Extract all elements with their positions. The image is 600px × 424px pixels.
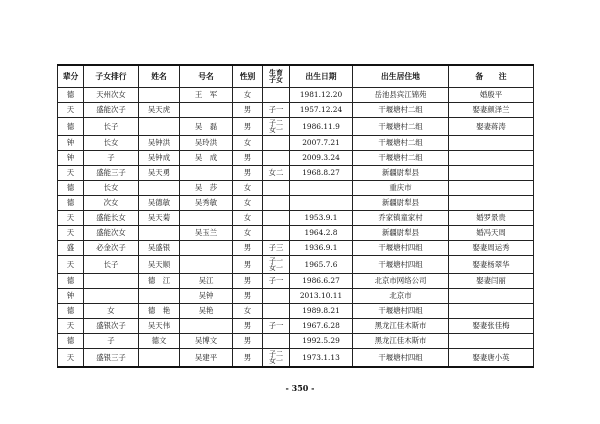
cell-children: 子三 (263, 241, 290, 256)
cell-birth-date: 1992.5.29 (290, 334, 353, 349)
cell-children (263, 181, 290, 196)
cell-generation: 德 (58, 274, 84, 289)
cell-remarks: 娶妻颜泽兰 (449, 103, 534, 118)
children-stack: 子二 女一 (269, 349, 283, 365)
cell-residence: 干堰塘村四组 (353, 349, 449, 368)
cell-generation: 德 (58, 304, 84, 319)
cell-children: 子一 (263, 274, 290, 289)
cell-birth-date: 1964.2.8 (290, 226, 353, 241)
header-generation: 辈分 (58, 65, 84, 88)
cell-birth-date (290, 181, 353, 196)
cell-gender: 男 (233, 319, 263, 334)
cell-residence: 干堰塘村二组 (353, 103, 449, 118)
cell-children (263, 88, 290, 103)
cell-gender: 男 (233, 289, 263, 304)
cell-generation: 天 (58, 103, 84, 118)
cell-name: 吴天顺 (139, 256, 180, 274)
cell-alias (180, 103, 233, 118)
cell-remarks: 娶妻张佳梅 (449, 319, 534, 334)
cell-gender: 男 (233, 103, 263, 118)
table-header-row (58, 65, 534, 88)
cell-residence: 干堰塘村四组 (353, 241, 449, 256)
cell-generation: 天 (58, 349, 84, 368)
cell-children (263, 151, 290, 166)
header-residence: 出生居住地 (353, 65, 449, 88)
cell-generation: 天 (58, 256, 84, 274)
cell-gender: 男 (233, 349, 263, 368)
cell-children: 子一 (263, 103, 290, 118)
cell-name: 吴德敏 (139, 196, 180, 211)
cell-residence: 北京市网络公司 (353, 274, 449, 289)
cell-children (263, 211, 290, 226)
table-row (58, 319, 534, 334)
cell-gender: 女 (233, 88, 263, 103)
cell-birth-date: 1986.6.27 (290, 274, 353, 289)
cell-remarks: 娶妻周运秀 (449, 241, 534, 256)
cell-remarks (449, 196, 534, 211)
cell-remarks (449, 181, 534, 196)
cell-remarks: 娶妻闫丽 (449, 274, 534, 289)
header-birth-order: 子女排行 (84, 65, 139, 88)
cell-gender: 女 (233, 211, 263, 226)
cell-residence: 重庆市 (353, 181, 449, 196)
cell-name: 吴盛银 (139, 241, 180, 256)
cell-birth-order: 盛银三子 (84, 349, 139, 368)
cell-residence: 干堰塘村四组 (353, 256, 449, 274)
cell-alias: 吴 成 (180, 151, 233, 166)
cell-gender: 男 (233, 274, 263, 289)
cell-children (263, 118, 290, 136)
cell-name: 德文 (139, 334, 180, 349)
cell-residence: 黑龙江佳木斯市 (353, 319, 449, 334)
cell-name: 吴天菊 (139, 211, 180, 226)
cell-remarks (449, 289, 534, 304)
cell-birth-date (290, 196, 353, 211)
cell-name: 吴天勇 (139, 166, 180, 181)
table-row (58, 226, 534, 241)
table-row (58, 166, 534, 181)
cell-remarks: 娶妻蒋涛 (449, 118, 534, 136)
cell-birth-date: 1957.12.24 (290, 103, 353, 118)
cell-generation: 盛 (58, 241, 84, 256)
cell-children: 子一 (263, 319, 290, 334)
cell-name (139, 118, 180, 136)
cell-children (263, 334, 290, 349)
cell-birth-order (84, 289, 139, 304)
cell-alias (180, 319, 233, 334)
cell-generation: 天 (58, 226, 84, 241)
cell-alias: 吴玉兰 (180, 226, 233, 241)
cell-children: 女二 (263, 166, 290, 181)
cell-alias: 王 军 (180, 88, 233, 103)
cell-generation: 钟 (58, 136, 84, 151)
cell-birth-order: 天州次女 (84, 88, 139, 103)
cell-alias: 吴玲洪 (180, 136, 233, 151)
cell-alias: 吴钟 (180, 289, 233, 304)
cell-birth-order: 长子 (84, 256, 139, 274)
table-row (58, 211, 534, 226)
header-gender: 性别 (233, 65, 263, 88)
cell-birth-order: 长女 (84, 181, 139, 196)
cell-gender: 男 (233, 241, 263, 256)
cell-birth-date: 2007.7.21 (290, 136, 353, 151)
cell-residence: 新疆尉犁县 (353, 226, 449, 241)
cell-alias: 吴 磊 (180, 118, 233, 136)
header-name: 姓名 (139, 65, 180, 88)
table-row (58, 274, 534, 289)
cell-residence: 干堰塘村二组 (353, 118, 449, 136)
cell-birth-date: 1989.8.21 (290, 304, 353, 319)
cell-gender: 女 (233, 196, 263, 211)
header-children-label: 生育子女 (269, 68, 283, 84)
table-row (58, 304, 534, 319)
header-alias: 号名 (180, 65, 233, 88)
cell-name: 吴天虎 (139, 103, 180, 118)
cell-name (139, 88, 180, 103)
table-row (58, 88, 534, 103)
cell-children (263, 349, 290, 368)
cell-gender: 男 (233, 334, 263, 349)
cell-name (139, 349, 180, 368)
cell-birth-date: 1953.9.1 (290, 211, 353, 226)
cell-children (263, 226, 290, 241)
cell-name (139, 181, 180, 196)
table-row (58, 256, 534, 274)
cell-name (139, 226, 180, 241)
cell-birth-order: 盛能长女 (84, 211, 139, 226)
table-row (58, 136, 534, 151)
cell-generation: 德 (58, 196, 84, 211)
cell-generation: 天 (58, 166, 84, 181)
cell-alias: 吴艳 (180, 304, 233, 319)
cell-remarks: 娶妻杨翠华 (449, 256, 534, 274)
table-row (58, 334, 534, 349)
cell-children (263, 304, 290, 319)
cell-gender: 男 (233, 118, 263, 136)
cell-residence: 北京市 (353, 289, 449, 304)
cell-birth-date: 1986.11.9 (290, 118, 353, 136)
table-row (58, 118, 534, 136)
cell-children (263, 256, 290, 274)
cell-gender: 女 (233, 136, 263, 151)
cell-remarks (449, 136, 534, 151)
cell-birth-order: 盛能次子 (84, 103, 139, 118)
cell-remarks: 婚殷平 (449, 88, 534, 103)
cell-alias: 吴博文 (180, 334, 233, 349)
cell-name: 吴天伟 (139, 319, 180, 334)
cell-birth-order: 女 (84, 304, 139, 319)
cell-generation: 德 (58, 181, 84, 196)
cell-birth-date: 1968.8.27 (290, 166, 353, 181)
table-row (58, 196, 534, 211)
cell-residence: 干堰塘村四组 (353, 304, 449, 319)
header-children (263, 65, 290, 88)
cell-birth-order: 盛能三子 (84, 166, 139, 181)
cell-alias: 吴建平 (180, 349, 233, 368)
cell-children (263, 136, 290, 151)
cell-birth-date: 2013.10.11 (290, 289, 353, 304)
children-stack: 子一 女一 (269, 256, 283, 272)
table-row (58, 289, 534, 304)
cell-alias: 吴 莎 (180, 181, 233, 196)
cell-residence: 乔家镇童家村 (353, 211, 449, 226)
cell-gender: 女 (233, 304, 263, 319)
cell-remarks: 婚罗景贵 (449, 211, 534, 226)
table-row (58, 241, 534, 256)
cell-remarks (449, 304, 534, 319)
cell-birth-order: 次女 (84, 196, 139, 211)
cell-birth-order: 盛银次子 (84, 319, 139, 334)
header-remarks: 备 注 (449, 65, 534, 88)
cell-birth-order: 必金次子 (84, 241, 139, 256)
cell-generation: 天 (58, 211, 84, 226)
cell-children (263, 196, 290, 211)
cell-gender: 男 (233, 166, 263, 181)
cell-birth-order (84, 274, 139, 289)
cell-alias (180, 211, 233, 226)
cell-remarks (449, 334, 534, 349)
page-number: - 350 - (285, 383, 315, 393)
cell-generation: 德 (58, 88, 84, 103)
children-stack: 子二 女一 (269, 118, 283, 134)
cell-birth-order: 盛能次女 (84, 226, 139, 241)
cell-remarks (449, 166, 534, 181)
header-birth-date: 出生日期 (290, 65, 353, 88)
cell-birth-date: 1936.9.1 (290, 241, 353, 256)
cell-birth-order: 长女 (84, 136, 139, 151)
cell-residence: 岳池县宾江锦苑 (353, 88, 449, 103)
cell-alias: 吴江 (180, 274, 233, 289)
cell-residence: 黑龙江佳木斯市 (353, 334, 449, 349)
cell-remarks: 娶妻唐小英 (449, 349, 534, 368)
cell-birth-order: 子 (84, 151, 139, 166)
cell-birth-order: 长子 (84, 118, 139, 136)
cell-remarks (449, 151, 534, 166)
cell-gender: 男 (233, 151, 263, 166)
cell-birth-order: 子 (84, 334, 139, 349)
cell-name: 德 艳 (139, 304, 180, 319)
table-row (58, 349, 534, 368)
cell-birth-date: 2009.3.24 (290, 151, 353, 166)
cell-birth-date: 1981.12.20 (290, 88, 353, 103)
cell-generation: 天 (58, 319, 84, 334)
cell-residence: 干堰塘村二组 (353, 151, 449, 166)
cell-birth-date: 1967.6.28 (290, 319, 353, 334)
table-row (58, 103, 534, 118)
genealogy-table (57, 64, 534, 368)
cell-gender: 男 (233, 256, 263, 274)
cell-alias: 吴秀敏 (180, 196, 233, 211)
cell-name (139, 289, 180, 304)
cell-alias (180, 166, 233, 181)
cell-generation: 钟 (58, 289, 84, 304)
cell-alias (180, 256, 233, 274)
cell-name: 吴钟洪 (139, 136, 180, 151)
cell-alias (180, 241, 233, 256)
cell-children (263, 289, 290, 304)
table-row (58, 181, 534, 196)
cell-birth-date: 1973.1.13 (290, 349, 353, 368)
cell-gender: 女 (233, 181, 263, 196)
cell-generation: 钟 (58, 151, 84, 166)
cell-birth-date: 1965.7.6 (290, 256, 353, 274)
cell-name: 吴钟成 (139, 151, 180, 166)
cell-remarks: 婚冯天周 (449, 226, 534, 241)
table-row (58, 151, 534, 166)
cell-gender: 女 (233, 226, 263, 241)
cell-residence: 新疆尉犁县 (353, 166, 449, 181)
cell-name: 德 江 (139, 274, 180, 289)
cell-generation: 德 (58, 334, 84, 349)
cell-generation: 德 (58, 118, 84, 136)
cell-residence: 新疆尉犁县 (353, 196, 449, 211)
cell-residence: 干堰塘村二组 (353, 136, 449, 151)
